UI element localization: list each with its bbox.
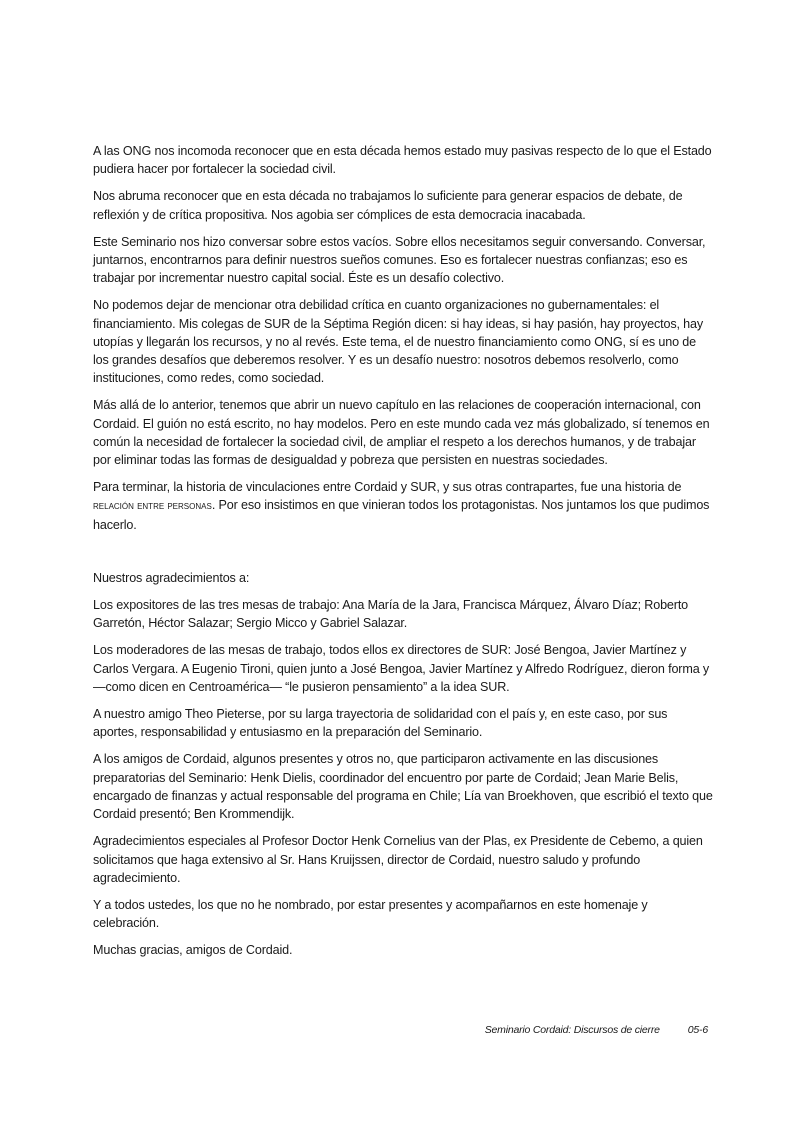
thanks-cordaid-friends: A los amigos de Cordaid, algunos presentes y otros no, que participaron activamente en las discusiones preparatorias del Seminario: Henk Dielis, coordinador del encuentro por parte de Cordaid; Jean Marie Belis, encargado de finanzas y actual responsable del programa en Chile; Lía van Broekhoven, que escribió el texto que Cordaid presentó; Ben Krommendijk. xyxy=(93,752,713,822)
closing-line: Muchas gracias, amigos de Cordaid. xyxy=(93,943,293,958)
section-spacer xyxy=(93,543,713,569)
thanks-everyone: Y a todos ustedes, los que no he nombrado, por estar presentes y acompañarnos en este homenaje y celebración. xyxy=(93,897,648,931)
paragraph-financing: No podemos dejar de mencionar otra debilidad crítica en cuanto organizaciones no gubernamentales: el financiamiento. Mis colegas de SUR de la Séptima Región dicen: si hay ideas, si hay pasión, hay proyectos, hay utopías y llegarán los recursos, y no al revés. Este tema, el de nuestro financiamiento como ONG, sí es uno de los grandes desafíos que deberemos resolver. Y es un desafío nuestro: nosotros debemos resolverlo, como instituciones, como redes, como sociedad. xyxy=(93,298,704,386)
page-footer xyxy=(485,1024,708,1036)
thanks-special: Agradecimientos especiales al Profesor Doctor Henk Cornelius van der Plas, ex Presidente de Cebemo, a quien solicitamos que haga extensivo al Sr. Hans Kruijssen, director de Cordaid, nuestro saludo y profundo agradecimiento. xyxy=(93,834,703,885)
history-text-start: Para terminar, la historia de vinculaciones entre Cordaid y SUR, y sus otras contrapartes, fue una historia de xyxy=(93,480,682,495)
page-number: 05-6 xyxy=(687,1024,708,1036)
thanks-moderators: Los moderadores de las mesas de trabajo, todos ellos ex directores de SUR: José Bengoa, Javier Martínez y Carlos Vergara. A Eugenio Tironi, quien junto a José Bengoa, Javier Martínez y Alfredo Rodríguez, dieron forma y —como dicen en Centroamérica— “le pusieron pensamiento” a la idea SUR. xyxy=(93,643,710,694)
document-page xyxy=(93,142,713,969)
paragraph-seminar-conversation: Este Seminario nos hizo conversar sobre estos vacíos. Sobre ellos necesitamos seguir conversando. Conversar, juntarnos, encontrarnos para definir nuestros sueños comunes. Eso es fortalecer nuestras confianzas; eso es trabajar por incrementar nuestro capital social. Éste es un desafío colectivo. xyxy=(93,234,706,286)
thanks-heading: Nuestros agradecimientos a: xyxy=(93,570,250,585)
paragraph-debate-spaces: Nos abruma reconocer que en esta década no trabajamos lo suficiente para generar espacios de debate, de reflexión y de crítica propositiva. Nos agobia ser cómplices de esta democracia inacabada. xyxy=(93,189,683,222)
paragraph-history-closing xyxy=(93,478,713,534)
history-text-end: . Por eso insistimos en que vinieran todos los protagonistas. Nos juntamos los que pudimos hacerlo. xyxy=(93,498,710,532)
thanks-presenters: Los expositores de las tres mesas de trabajo: Ana María de la Jara, Francisca Márquez, Álvaro Díaz; Roberto Garretón, Héctor Salazar; Sergio Micco y Gabriel Salazar. xyxy=(93,598,689,631)
thanks-theo-pieterse: A nuestro amigo Theo Pieterse, por su larga trayectoria de solidaridad con el país y, en este caso, por sus aportes, responsabilidad y entusiasmo en la preparación del Seminario. xyxy=(93,707,668,740)
paragraph-international-cooperation: Más allá de lo anterior, tenemos que abrir un nuevo capítulo en las relaciones de cooperación internacional, con Cordaid. El guión no está escrito, no hay modelos. Pero en este mundo cada vez más globalizado, sí tenemos en común la necesidad de fortalecer la sociedad civil, de ampliar el respeto a los derechos humanos, y de trabajar por eliminar todas las formas de desigualdad y pobreza que persisten en nuestras sociedades. xyxy=(93,398,710,468)
footer-title: Seminario Cordaid: Discursos de cierre xyxy=(484,1024,660,1036)
paragraph-ong-passivity: A las ONG nos incomoda reconocer que en esta década hemos estado muy pasivas respecto de lo que el Estado pudiera hacer por fortalecer la sociedad civil. xyxy=(93,144,712,177)
relation-between-people-smallcaps: relación entre personas xyxy=(93,500,212,513)
